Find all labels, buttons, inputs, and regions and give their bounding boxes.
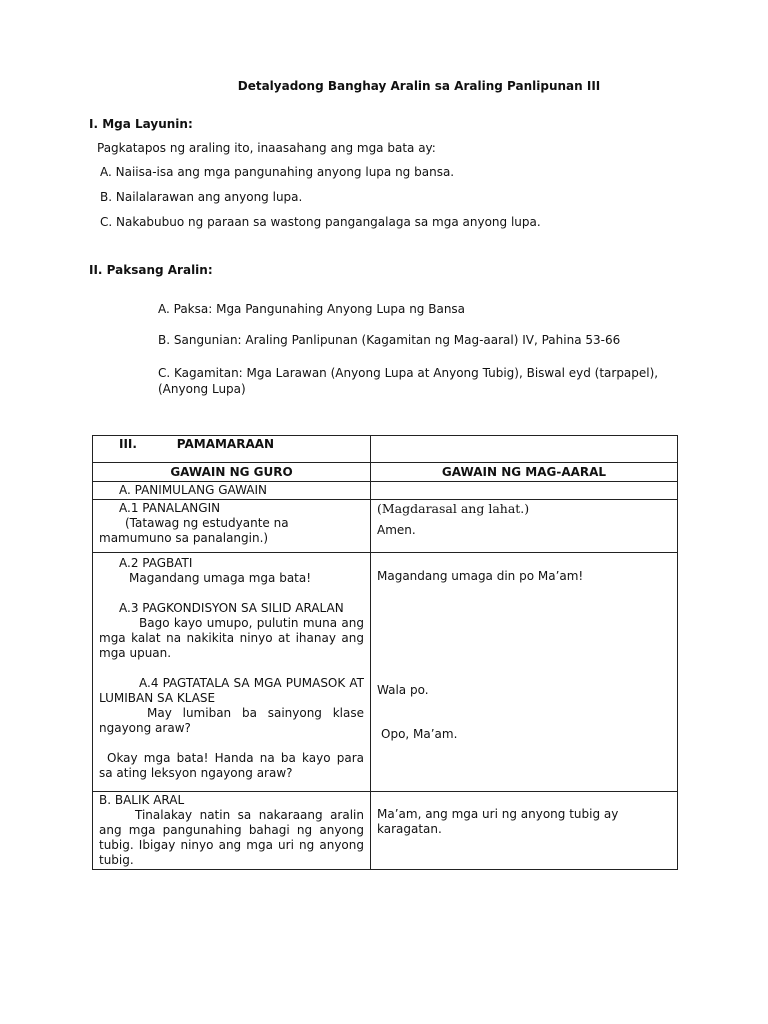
table-header-row — [93, 463, 678, 482]
subsection-panimulang-gawain: A. PANIMULANG GAWAIN — [119, 483, 268, 497]
section-3-number: III. — [119, 437, 137, 451]
pagbati-label: A.2 PAGBATI — [119, 556, 193, 570]
section-2-heading: II. Paksang Aralin: — [89, 263, 213, 277]
objective-b: B. Nailalarawan ang anyong lupa. — [100, 190, 303, 204]
procedure-table — [92, 435, 678, 870]
pagtatala-label: A.4 PAGTATALA SA MGA PUMASOK AT LUMIBAN SA KLASE — [99, 676, 364, 705]
balik-aral-label: B. BALIK ARAL — [99, 793, 185, 807]
pagbati-guro: Magandang umaga mga bata! — [129, 571, 312, 585]
amen-text: Amen. — [377, 523, 416, 537]
objective-a: A. Naiisa-isa ang mga pangunahing anyong lupa ng bansa. — [100, 165, 455, 179]
column-header-mag-aaral: GAWAIN NG MAG-AARAL — [371, 463, 678, 482]
section-3-title: PAMAMARAAN — [176, 437, 275, 451]
section-1-heading: I. Mga Layunin: — [89, 117, 193, 131]
balik-aral-mag-aaral: Ma’am, ang mga uri ng anyong tubig ay karagatan. — [377, 807, 619, 836]
pagbati-mag-aaral: Magandang umaga din po Ma’am! — [377, 569, 584, 583]
table-row — [93, 792, 678, 870]
okay-guro: Okay mga bata! Handa na ba kayo para sa ating leksyon ngayong araw? — [99, 751, 364, 780]
table-row — [93, 553, 678, 792]
paksa-line: A. Paksa: Mga Pangunahing Anyong Lupa ng Bansa — [158, 302, 466, 316]
table-row — [93, 500, 678, 553]
okay-mag-aaral: Opo, Ma’am. — [381, 727, 458, 741]
section-1-intro: Pagkatapos ng araling ito, inaasahang ang mga bata ay: — [97, 141, 436, 155]
table-row — [93, 482, 678, 500]
pagkondisyon-label: A.3 PAGKONDISYON SA SILID ARALAN — [119, 601, 344, 615]
pagkondisyon-guro: Bago kayo umupo, pulutin muna ang mga kalat na nakikita ninyo at ihanay ang mga upuan. — [99, 616, 364, 660]
kagamitan-line: C. Kagamitan: Mga Larawan (Anyong Lupa at Anyong Tubig), Biswal eyd (tarpapel), (Anyong Lupa) — [158, 366, 659, 396]
document-title: Detalyadong Banghay Aralin sa Araling Panlipunan III — [237, 79, 601, 93]
pagtatala-mag-aaral: Wala po. — [377, 683, 429, 697]
table-section-row — [93, 436, 678, 463]
balik-aral-guro: Tinalakay natin sa nakaraang aralin ang mga pangunahing bahagi ng anyong tubig. Ibigay ninyo ang mga uri ng anyong tubig. — [99, 808, 364, 867]
panalangin-guro: (Tatawag ng estudyante na mamumuno sa panalangin.) — [99, 516, 289, 545]
column-header-guro: GAWAIN NG GURO — [93, 463, 371, 482]
objective-c: C. Nakabubuo ng paraan sa wastong pangangalaga sa mga anyong lupa. — [100, 215, 541, 229]
panalangin-mag-aaral: (Magdarasal ang lahat.) — [377, 501, 530, 516]
pagtatala-guro: May lumiban ba sainyong klase ngayong araw? — [99, 706, 364, 735]
panalangin-label: A.1 PANALANGIN — [119, 501, 221, 515]
sangunian-line: B. Sangunian: Araling Panlipunan (Kagamitan ng Mag-aaral) IV, Pahina 53-66 — [158, 333, 621, 347]
